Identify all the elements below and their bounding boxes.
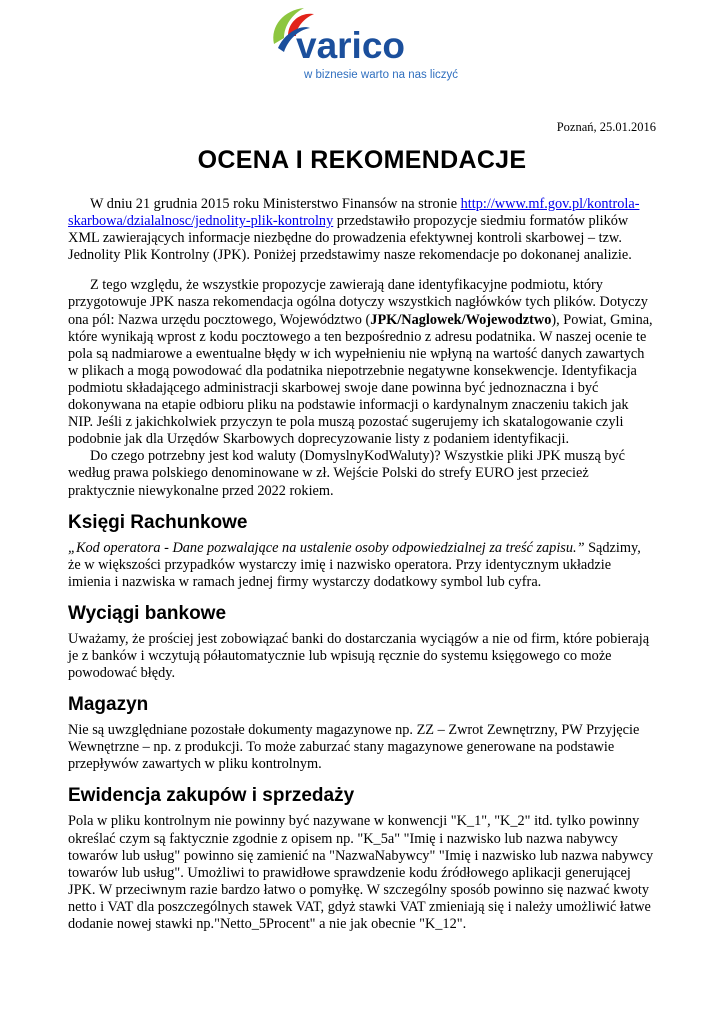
intro-p2-bold-field: JPK/Naglowek/Wojewodztwo [370,311,552,328]
intro-paragraph-2 [68,277,656,448]
intro-p1-text-a: W dniu 21 grudnia 2015 roku Ministerstwo Finansów na stronie [90,196,461,212]
intro-paragraph-1 [68,196,656,264]
document-date: Poznań, 25.01.2016 [556,120,656,134]
section-text-ewidencja: Pola w pliku kontrolnym nie powinny być nazywane w konwencji "K_1", "K_2" itd. tylko powinny określać czym są faktycznie zgodnie z opisem np. "K_5a" "Imię i nazwisko lub nazwa nabywcy towarów lub usług" powinno się zamienić na "NazwaNabywcy" "Imię i nazwisko lub nazwa nabywcy towarów lub usług". Umożliwi to prawidłowe sprawdzenie kodu źródłowego aplikacji generującej JPK. W przeciwnym razie bardzo łatwo o pomyłkę. W szczególny sposób powinno się nazwać kwoty netto i VAT dla poszczególnych stawek VAT, gdyż stawki VAT zmieniają się i należy umożliwić łatwe dodanie nowej stawki np."Netto_5Procent" a nie jak obecnie "K_12". [68,813,654,932]
section-heading-ksiegi: Księgi Rachunkowe [68,511,248,533]
logo-wordmark: varico [296,25,406,66]
page-title: OCENA I REKOMENDACJE [197,146,527,174]
document-body [68,196,656,933]
mf-jpk-link[interactable]: http://www.mf.gov.pl/kontrola-skarbowa/dzialalnosc/jednolity-plik-kontrolny [68,196,640,230]
logo-tagline: w biznesie warto na nas liczyć [304,69,459,81]
ksiegi-text: Sądzimy, że w większości przypadków wystarczy imię i nazwisko operatora. Przy identycznym układzie imienia i nazwiska w ramach jednej firmy wystarczy dodatkowy symbol lub cyfra. [68,539,641,590]
section-heading-wyciagi: Wyciągi bankowe [68,602,227,624]
varico-logo [262,2,462,84]
section-heading-magazyn: Magazyn [68,694,149,716]
section-text-ksiegi [68,540,656,591]
section-text-wyciagi: Uważamy, że prościej jest zobowiązać banki do dostarczania wyciągów a nie od firm, które pobierają je z banków i wczytują półautomatycznie lub wpisują ręcznie do systemu księgowego co może powodować błędy. [68,630,650,682]
section-text-magazyn: Nie są uwzględniane pozostałe dokumenty magazynowe np. ZZ – Zwrot Zewnętrzny, PW Przyjęcie Wewnętrzne – np. z produkcji. To może zaburzać stany magazynowe generowane na podstawie przepływów zawartych w pliku kontrolnym. [68,722,640,773]
intro-p2-text-a: Z tego względu, że wszystkie propozycje zawierają dane identyfikacyjne podmiotu, który przygotowuje JPK nasza rekomendacja ogólna dotyczy wszystkich nagłówków tych plików. Dotyczy ona pól: Nazwa urzędu pocztowego, Województwo ( [68,277,648,328]
ksiegi-quote: „Kod operatora - Dane pozwalające na ustalenie osoby odpowiedzialnej za treść zapisu.” [68,539,585,556]
intro-p1-text-b: przedstawiło propozycje siedmiu formatów plików XML zawierających informacje niezbędne do prowadzenia efektywnej kontroli skarbowej – tzw. Jednolity Plik Kontrolny (JPK). Poniżej przedstawimy nasze rekomendacje po dokonanej analizie. [68,213,632,264]
varico-logo-graphic [262,2,462,84]
intro-p2-text-b: ), Powiat, Gmina, które wynikają wprost z kodu pocztowego a ten bezpośrednio z adresu podatnika. W naszej ocenie te pola są nadmiarowe a ewentualne błędy w ich wypełnieniu nie wpłyną na wartość danych zawartych w plikach a mogą powodować dla podatnika niepotrzebnie negatywne konsekwencje. Identyfikacja podmiotu składającego administracji skarbowej swoje dane powinna być jednoznaczna i być dokonywana na etapie odbioru pliku na podstawie informacji o kardynalnym znaczeniu takich jak NIP. Jeśli z jakichkolwiek przyczyn te pola muszą pozostać sugerujemy ich skatalogowanie czyli podobnie jak dla Urzędów Skarbowych doprecyzowanie listy z podaniem identyfikacji. [68,311,653,448]
intro-paragraph-3: Do czego potrzebny jest kod waluty (DomyslnyKodWaluty)? Wszystkie pliki JPK muszą być według prawa polskiego denominowane w zł. Wejście Polski do strefy EURO jest przecież praktycznie niewykonalne przed 2022 rokiem. [68,448,626,499]
section-heading-ewidencja: Ewidencja zakupów i sprzedaży [68,785,355,807]
